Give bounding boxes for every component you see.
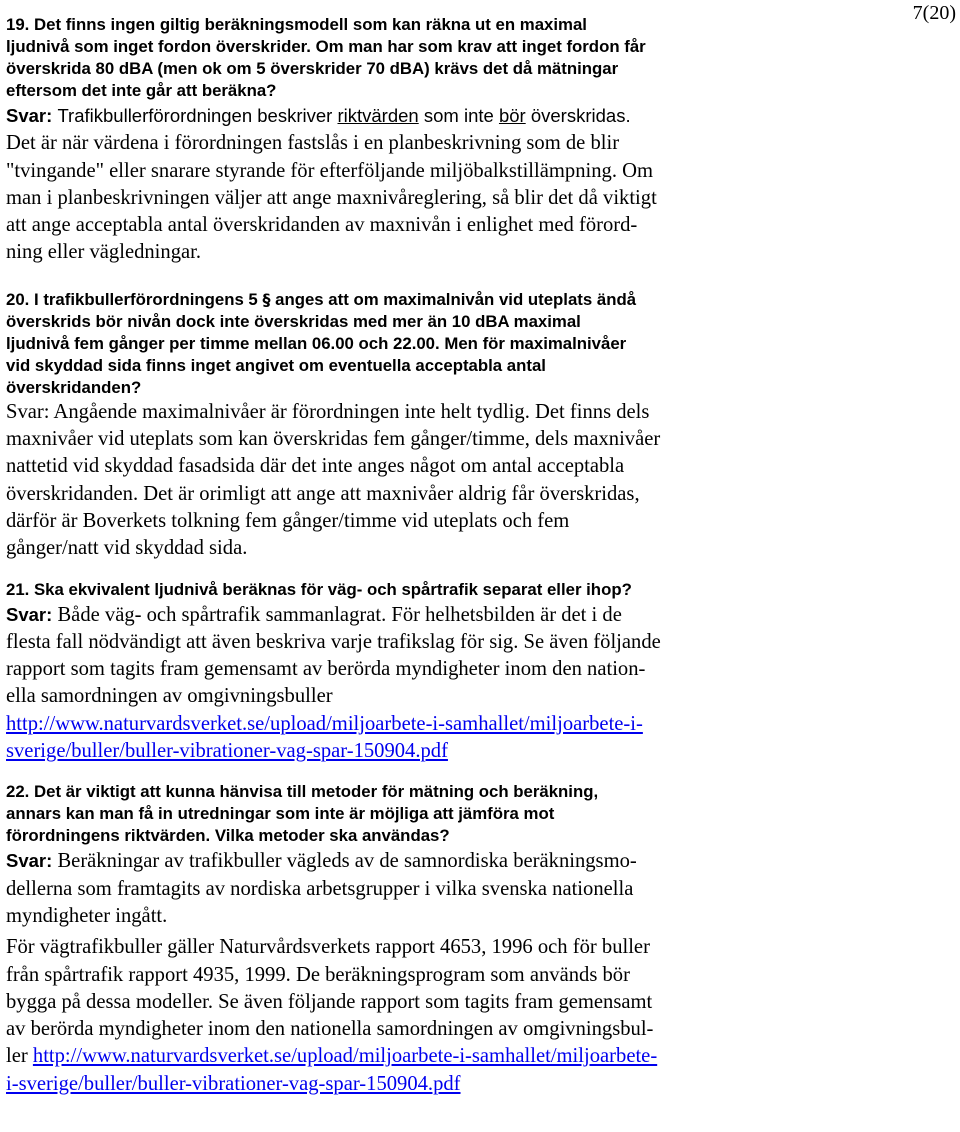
question-20 (6, 289, 946, 563)
svar-label: Svar: (6, 400, 50, 423)
section-sign-icon: § (262, 289, 271, 309)
question-20-part2: anges att om maximalnivån vid uteplats ändå överskrids bör nivån dock inte överskridas med mer än 10 dBA maximal ljudnivå fem gånger per timme mellan 06.00 och 22.00. Men för maximalnivåer vid skyddad sida finns inget angivet om eventuella acceptabla antal överskridanden? (6, 289, 637, 397)
answer-19 (6, 102, 946, 267)
answer-21 (6, 601, 946, 766)
question-20-part1: 20. I trafikbullerförordningens 5 (6, 289, 258, 309)
answer-22-text: Beräkningar av trafikbuller vägleds av de samnordiska beräkningsmo- dellerna som framtagits av nordiska arbetsgrupper i vilka svenska nationella myndigheter ingått. (6, 850, 637, 927)
svar-label: Svar: (6, 850, 53, 872)
question-22-text: 22. Det är viktigt att kunna hänvisa till metoder för mätning och beräkning, annars kan man få in utredningar som inte är möjliga att jämföra mot förordningens riktvärden. Vilka metoder ska användas? (6, 782, 599, 846)
question-20-text (6, 289, 946, 399)
document-body (6, 14, 946, 1098)
answer-19-underlined-riktvarden: riktvärden (337, 105, 419, 126)
answer-19-mid: som inte (423, 105, 494, 126)
page-number: 7(20) (912, 2, 956, 24)
answer-21-link[interactable]: http://www.naturvardsverket.se/upload/miljoarbete-i-samhallet/miljoarbete-i- sverige/buller/buller-vibrationer-vag-spar-150904.pdf (6, 712, 643, 763)
answer-22 (6, 847, 946, 930)
answer-20-text: Angående maximalnivåer är förordningen inte helt tydlig. Det finns dels maxnivåer vid uteplats som kan överskridas fem gånger/timme, dels maxnivåer nattetid vid skyddad fasadsida där det inte anges något om antal acceptabla överskridanden. Det är orimligt att ange att maxnivåer aldrig får överskridas, därför är Boverkets tolkning fem gånger/timme vid uteplats och fem gånger/natt vid skyddad sida. (6, 400, 661, 560)
svar-label: Svar: (6, 105, 53, 126)
answer-19-rest: Det är när värdena i förordningen fastslås i en planbeskrivning som de blir "tvingande" eller snarare styrande för efterföljande miljöbalkstillämpning. Om man i planbeskrivningen väljer att ange maxnivåreglering, så blir det då viktigt att ange acceptabla antal överskridanden av maxnivån i enlighet med förord- ning eller vägledningar. (6, 132, 657, 264)
answer-22-link[interactable]: http://www.naturvardsverket.se/upload/miljoarbete-i-samhallet/miljoarbete- i-sverige/buller/buller-vibrationer-vag-spar-150904.pdf (6, 1045, 658, 1095)
question-22 (6, 781, 946, 1098)
question-19 (6, 14, 946, 267)
answer-22-paragraph-2 (6, 934, 946, 1098)
answer-19-end: överskridas. (530, 105, 631, 126)
answer-19-underlined-bor: bör (498, 105, 526, 126)
question-21 (6, 579, 946, 766)
answer-22-paragraph-2-text: För vägtrafikbuller gäller Naturvårdsverkets rapport 4653, 1996 och för buller från spårtrafik rapport 4935, 1999. De beräkningsprogram som används bör bygga på dessa modeller. Se även följande rapport som tagits fram gemensamt av berörda myndigheter inom den nationella samordningen av omgivningsbul- ler (6, 936, 654, 1068)
question-19-text: 19. Det finns ingen giltig beräkningsmodell som kan räkna ut en maximal ljudnivå som inget fordon överskrider. Om man har som krav att inget fordon får överskrida 80 dBA (men ok om 5 överskrider 70 dBA) krävs det då mätningar eftersom det inte går att beräkna? (6, 15, 646, 100)
answer-21-text: Både väg- och spårtrafik sammanlagrat. För helhetsbilden är det i de flesta fall nödvändigt att även beskriva varje trafikslag för sig. Se även följande rapport som tagits fram gemensamt av berörda myndigheter inom den nation- ella samordningen av omgivningsbuller (6, 603, 661, 708)
answer-20 (6, 399, 946, 563)
question-21-text: 21. Ska ekvivalent ljudnivå beräknas för väg- och spårtrafik separat eller ihop? (6, 579, 632, 599)
answer-19-start: Trafikbullerförordningen beskriver (57, 105, 333, 126)
svar-label: Svar: (6, 603, 53, 625)
